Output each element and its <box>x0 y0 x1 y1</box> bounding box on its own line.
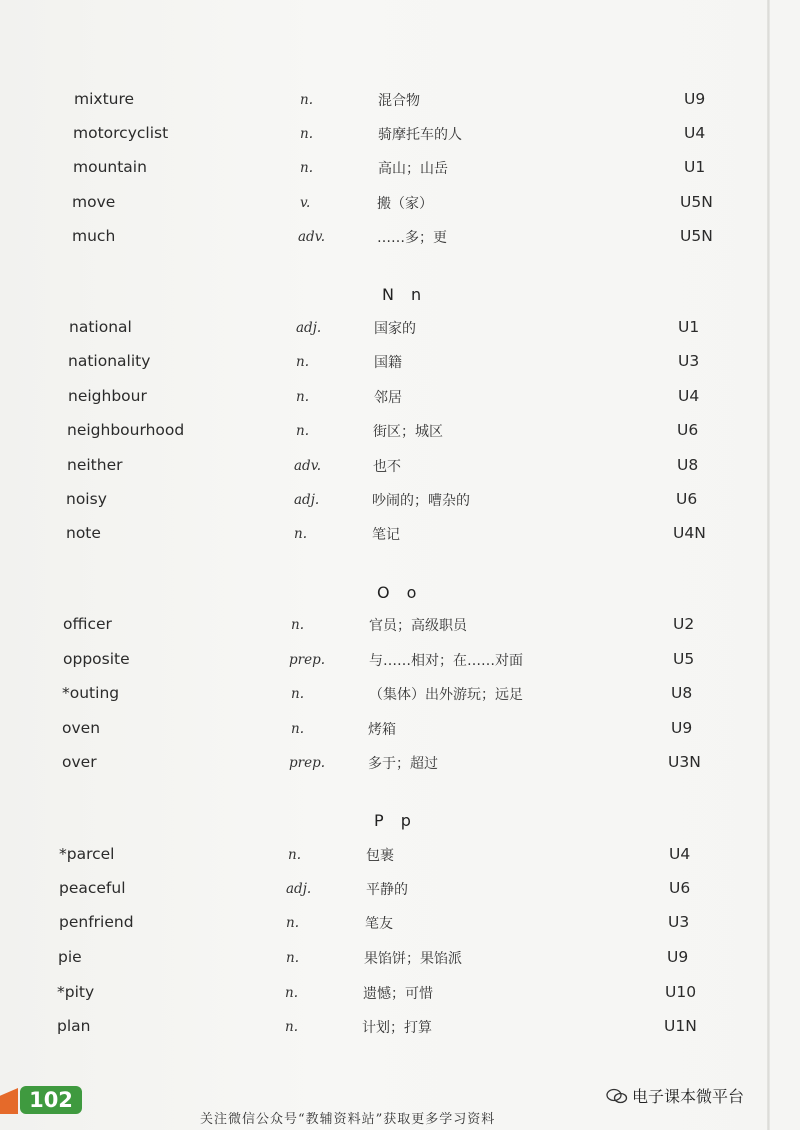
entry-pos: n. <box>286 915 299 931</box>
entry-word: note <box>66 524 101 542</box>
entry-word: move <box>72 193 116 211</box>
entry-pos: n. <box>285 985 298 1001</box>
vocab-entry <box>0 318 760 348</box>
entry-unit: U6 <box>676 490 698 508</box>
entry-pos: n. <box>291 617 304 633</box>
entry-unit: U6 <box>669 879 691 897</box>
entry-unit: U1 <box>678 318 700 336</box>
entry-meaning: 包裹 <box>366 848 394 864</box>
entry-pos: n. <box>288 847 301 863</box>
entry-meaning: 平静的 <box>366 882 408 898</box>
entry-meaning: 果馅饼；果馅派 <box>364 951 462 967</box>
entry-word: oven <box>62 719 101 737</box>
entry-pos: n. <box>291 721 304 737</box>
vocab-entry <box>0 158 760 188</box>
entry-meaning: 国家的 <box>374 321 416 337</box>
vocab-entry <box>0 983 760 1013</box>
entry-word: plan <box>57 1017 91 1035</box>
vocab-entry <box>0 845 760 875</box>
vocab-entry <box>0 913 760 943</box>
entry-unit: U3 <box>678 352 700 370</box>
entry-word: opposite <box>63 650 130 668</box>
vocab-entry <box>0 124 760 154</box>
footer-note: 关注微信公众号“教辅资料站”获取更多学习资料 <box>200 1112 496 1127</box>
entry-word: national <box>69 318 132 336</box>
entry-meaning: 遗憾；可惜 <box>363 986 433 1002</box>
entry-word: neither <box>67 456 123 474</box>
entry-pos: n. <box>300 92 313 108</box>
vocab-entry <box>0 193 760 223</box>
entry-word: mountain <box>73 158 147 176</box>
entry-pos: adj. <box>294 492 320 508</box>
entry-pos: prep. <box>289 755 326 771</box>
entry-word: nationality <box>68 352 151 370</box>
entry-pos: n. <box>296 389 309 405</box>
entry-pos: n. <box>296 423 309 439</box>
entry-pos: adv. <box>294 458 322 474</box>
section-header-p: P p <box>374 811 417 830</box>
entry-pos: n. <box>286 950 299 966</box>
section-header-o: O o <box>377 583 423 602</box>
entry-unit: U4N <box>673 524 706 542</box>
entry-unit: U10 <box>665 983 697 1001</box>
entry-pos: v. <box>300 195 311 211</box>
entry-unit: U5N <box>680 193 713 211</box>
entry-unit: U4 <box>669 845 691 863</box>
vocab-entry <box>0 719 760 749</box>
vocab-entry <box>0 387 760 417</box>
entry-meaning: 与……相对；在……对面 <box>369 653 523 669</box>
entry-meaning: 也不 <box>373 459 401 475</box>
entry-meaning: ……多；更 <box>377 230 447 246</box>
page-fold-shadow <box>767 0 770 1130</box>
entry-unit: U8 <box>677 456 699 474</box>
entry-meaning: 邻居 <box>374 390 402 406</box>
entry-word: *parcel <box>59 845 115 863</box>
entry-unit: U3N <box>668 753 701 771</box>
entry-word: officer <box>63 615 112 633</box>
page-number: 102 <box>20 1086 82 1114</box>
entry-word: neighbourhood <box>67 421 185 439</box>
entry-word: peaceful <box>59 879 126 897</box>
entry-unit: U1 <box>684 158 706 176</box>
page-tab-accent <box>0 1088 18 1114</box>
entry-meaning: 搬（家） <box>377 196 433 212</box>
vocab-entry <box>0 615 760 645</box>
entry-meaning: 笔记 <box>372 527 400 543</box>
entry-pos: n. <box>296 354 309 370</box>
entry-unit: U9 <box>667 948 689 966</box>
entry-meaning: （集体）出外游玩；远足 <box>369 687 523 703</box>
entry-unit: U5 <box>673 650 695 668</box>
entry-word: motorcyclist <box>73 124 169 142</box>
vocab-entry <box>0 650 760 680</box>
entry-unit: U3 <box>668 913 690 931</box>
entry-word: noisy <box>66 490 107 508</box>
entry-meaning: 吵闹的；嘈杂的 <box>372 493 470 509</box>
vocab-entry <box>0 90 760 120</box>
entry-pos: n. <box>300 126 313 142</box>
entry-meaning: 笔友 <box>365 916 393 932</box>
entry-unit: U5N <box>680 227 713 245</box>
entry-unit: U4 <box>684 124 706 142</box>
entry-meaning: 多于；超过 <box>368 756 438 772</box>
entry-meaning: 混合物 <box>378 93 420 109</box>
entry-pos: n. <box>291 686 304 702</box>
entry-pos: adv. <box>298 229 326 245</box>
entry-unit: U9 <box>671 719 693 737</box>
vocab-entry <box>0 684 760 714</box>
entry-pos: n. <box>294 526 307 542</box>
vocab-entry <box>0 456 760 486</box>
entry-word: over <box>62 753 97 771</box>
vocab-entry <box>0 524 760 554</box>
section-header-n: N n <box>382 285 428 304</box>
entry-word: much <box>72 227 116 245</box>
entry-word: neighbour <box>68 387 147 405</box>
entry-pos: adj. <box>286 881 312 897</box>
entry-meaning: 街区；城区 <box>373 424 443 440</box>
entry-word: pie <box>58 948 82 966</box>
entry-meaning: 计划；打算 <box>362 1020 432 1036</box>
watermark <box>606 1084 744 1107</box>
entry-meaning: 高山；山岳 <box>378 161 448 177</box>
entry-pos: n. <box>300 160 313 176</box>
entry-unit: U2 <box>673 615 695 633</box>
vocab-entry <box>0 352 760 382</box>
entry-word: mixture <box>74 90 135 108</box>
page-number-tab <box>0 1080 100 1120</box>
entry-word: *outing <box>62 684 120 702</box>
vocab-entry <box>0 421 760 451</box>
entry-word: penfriend <box>59 913 134 931</box>
entry-meaning: 官员；高级职员 <box>369 618 467 634</box>
entry-unit: U6 <box>677 421 699 439</box>
entry-pos: n. <box>285 1019 298 1035</box>
vocab-entry <box>0 879 760 909</box>
vocab-entry <box>0 227 760 257</box>
vocab-entry <box>0 948 760 978</box>
entry-meaning: 烤箱 <box>368 722 396 738</box>
entry-unit: U1N <box>664 1017 697 1035</box>
entry-meaning: 骑摩托车的人 <box>378 127 462 143</box>
wechat-icon <box>606 1088 628 1104</box>
vocab-entry <box>0 753 760 783</box>
vocab-entry <box>0 1017 760 1047</box>
entry-pos: prep. <box>289 652 326 668</box>
entry-unit: U4 <box>678 387 700 405</box>
vocab-entry <box>0 490 760 520</box>
watermark-text: 电子课本微平台 <box>632 1087 745 1106</box>
entry-unit: U8 <box>671 684 693 702</box>
entry-unit: U9 <box>684 90 706 108</box>
entry-word: *pity <box>57 983 95 1001</box>
entry-meaning: 国籍 <box>374 355 402 371</box>
entry-pos: adj. <box>296 320 322 336</box>
